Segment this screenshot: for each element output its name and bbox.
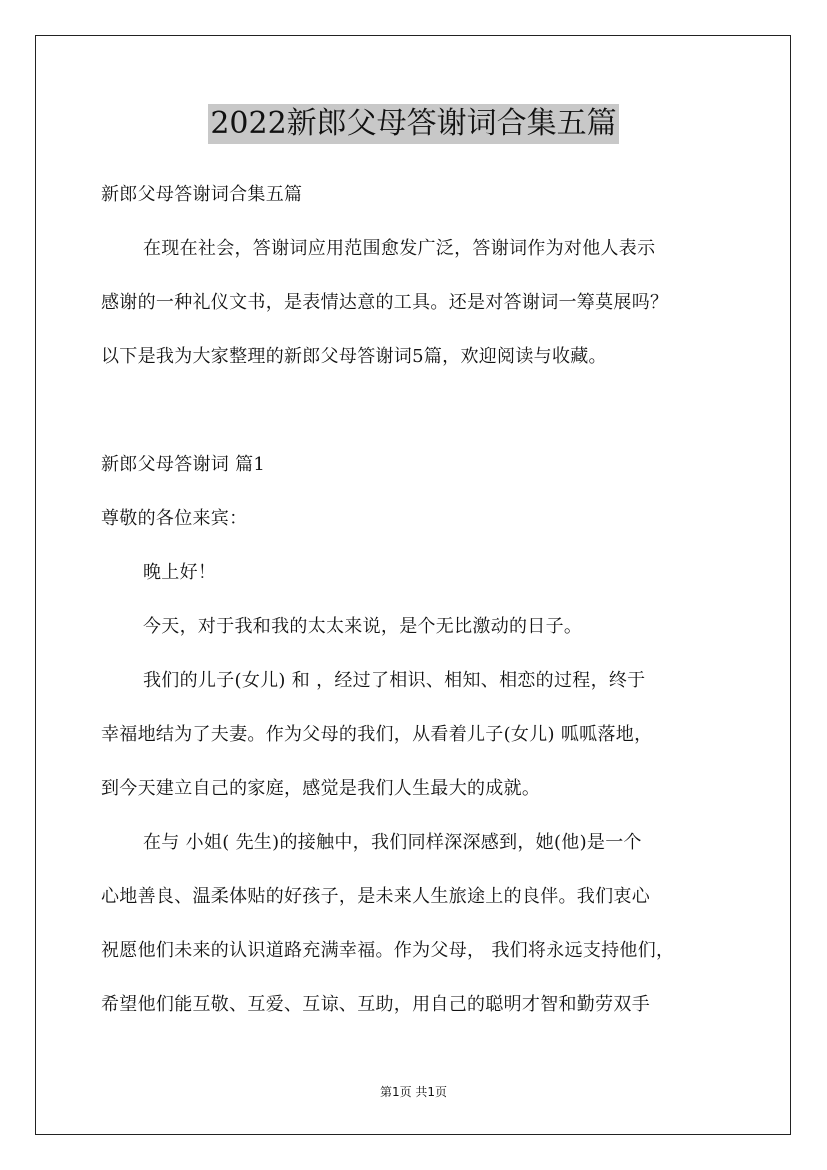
greeting-line: 晚上好！ — [143, 562, 217, 583]
paragraph-line: 感谢的一种礼仪文书，是表情达意的工具。还是对答谢词一筹莫展吗？ — [101, 292, 669, 313]
document-title — [0, 104, 827, 144]
paragraph-line: 在现在社会，答谢词应用范围愈发广泛，答谢词作为对他人表示 — [143, 238, 656, 259]
subtitle-line: 新郎父母答谢词合集五篇 — [101, 184, 303, 205]
paragraph-line: 以下是我为大家整理的新郎父母答谢词5篇，欢迎阅读与收藏。 — [101, 346, 607, 367]
section-heading: 新郎父母答谢词 篇1 — [101, 454, 266, 475]
document-title-text: 2022新郎父母答谢词合集五篇 — [208, 104, 618, 144]
paragraph-line: 祝愿他们未来的认识道路充满幸福。作为父母， 我们将永远支持他们， — [101, 940, 675, 961]
paragraph-line: 幸福地结为了夫妻。作为父母的我们，从看着儿子(女儿) 呱呱落地， — [101, 724, 653, 745]
paragraph-line: 心地善良、温柔体贴的好孩子，是未来人生旅途上的良伴。我们衷心 — [101, 886, 650, 907]
paragraph-line: 今天，对于我和我的太太来说，是个无比激动的日子。 — [143, 616, 583, 637]
paragraph-line: 我们的儿子(女儿) 和 ，经过了相识、相知、相恋的过程，终于 — [143, 670, 646, 691]
paragraph-line: 希望他们能互敬、互爱、互谅、互助，用自己的聪明才智和勤劳双手 — [101, 994, 650, 1015]
salutation-line: 尊敬的各位来宾： — [101, 508, 248, 529]
paragraph-line: 在与 小姐( 先生)的接触中，我们同样深深感到，她(他)是一个 — [143, 832, 642, 853]
paragraph-line: 到今天建立自己的家庭，感觉是我们人生最大的成就。 — [101, 778, 541, 799]
page-footer: 第1页 共1页 — [379, 1085, 448, 1099]
